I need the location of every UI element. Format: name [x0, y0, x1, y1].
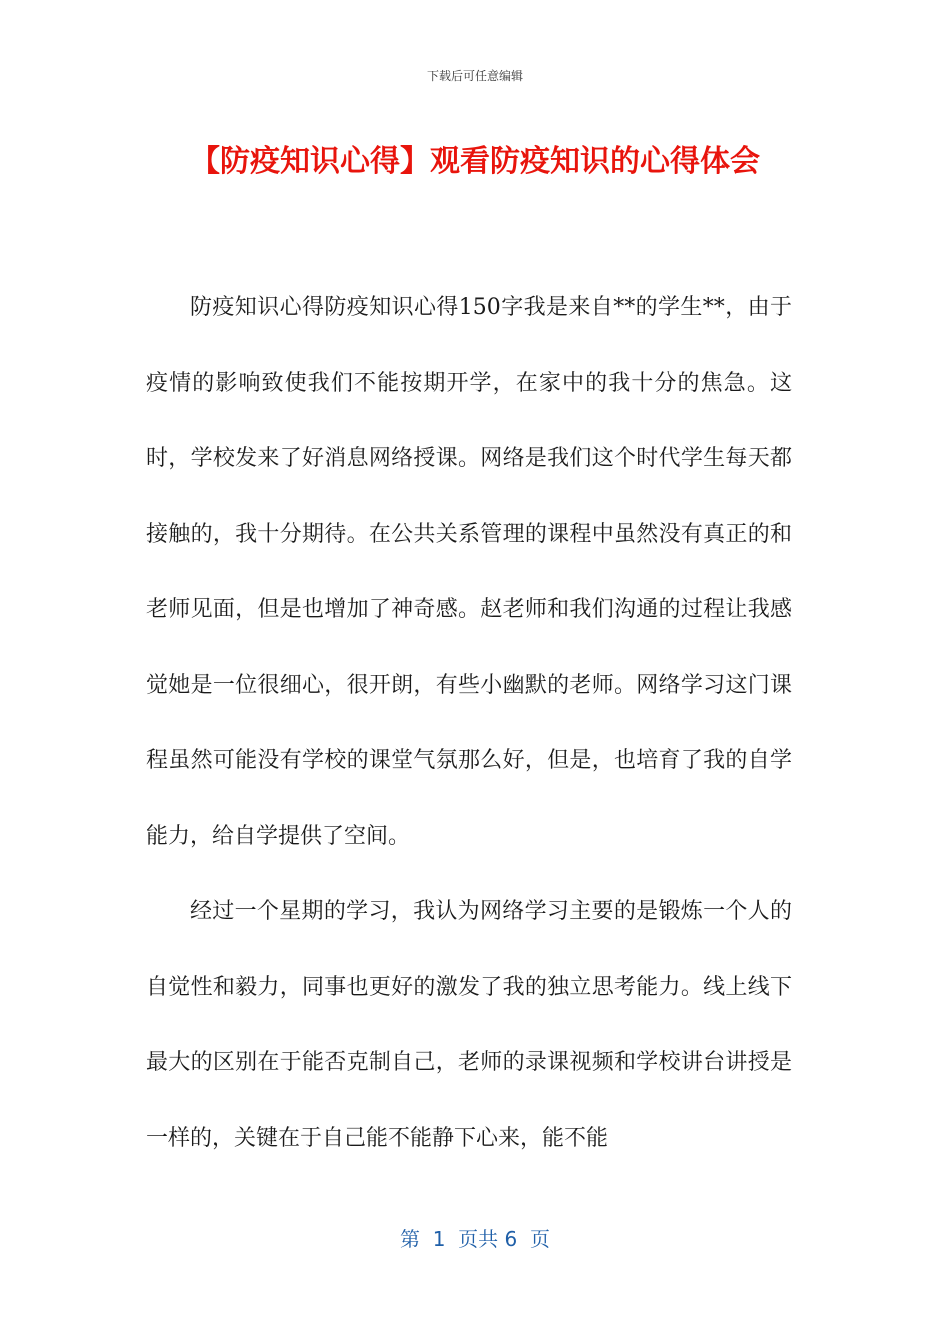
page-number-footer: 第 1 页共 6 页: [400, 1227, 550, 1251]
paragraph-1: 防疫知识心得防疫知识心得150字我是来自**的学生**，由于疫情的影响致使我们不能按期开学，在家中的我十分的焦急。这时，学校发来了好消息网络授课。网络是我们这个时代学生每天都接触的，我十分期待。在公共关系管理的课程中虽然没有真正的和老师见面，但是也增加了神奇感。赵老师和我们沟通的过程让我感觉她是一位很细心，很开朗，有些小幽默的老师。网络学习这门课程虽然可能没有学校的课堂气氛那么好，但是，也培育了我的自学能力，给自学提供了空间。: [146, 295, 792, 849]
paragraph-2: 经过一个星期的学习，我认为网络学习主要的是锻炼一个人的自觉性和毅力，同事也更好的激发了我的独立思考能力。线上线下最大的区别在于能否克制自己，老师的录课视频和学校讲台讲授是一样的，关键在于自己能不能静下心来，能不能: [146, 899, 792, 1151]
document-title: 【防疫知识心得】观看防疫知识的心得体会: [190, 144, 760, 179]
document-body: [146, 270, 792, 1176]
header-note: 下载后可任意编辑: [426, 69, 523, 83]
